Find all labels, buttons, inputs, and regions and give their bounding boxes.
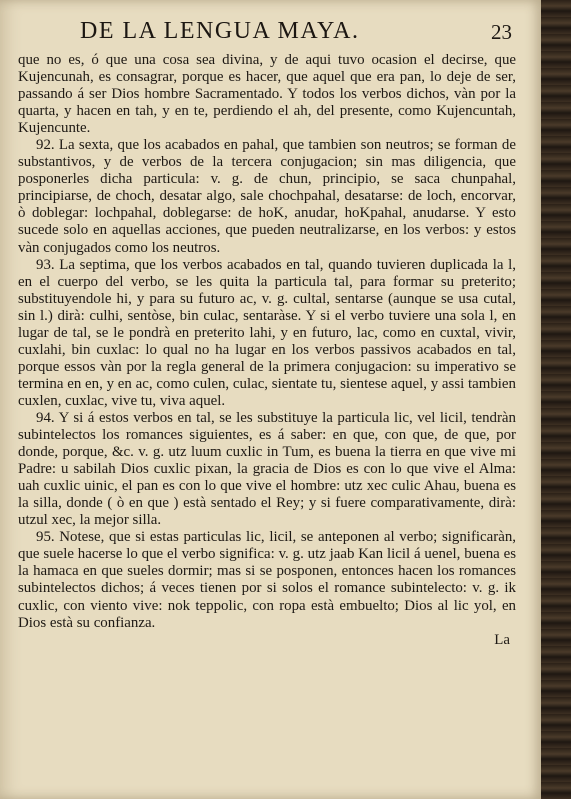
page-header — [18, 18, 528, 48]
catchword: La — [494, 631, 510, 648]
paragraph: 94. Y si á estos verbos en tal, se les substituye la particula lic, vel licil, tendràn subintelectos los romances siguientes, es á saber: en que, con que, de que, por donde, porque, &c. v. g. utz luum cuxlic in Tum, es buena la tierra en que vive mi Padre: u sabilah Dios cuxlic pixan, la gracia de Dios es con lo que vive el Alma: uah cuxlic uinic, el pan es con lo que vive el hombre: utz xec culic Ahau, buena es la silla, donde ( ò en que ) està sentado el Rey; y si fuere comparativamente, dirà: utzul xec, la mejor silla. — [18, 409, 516, 529]
running-head: DE LA LENGUA MAYA. — [80, 18, 360, 44]
body-text — [18, 52, 516, 649]
book-binding-edge — [541, 0, 571, 799]
page-number: 23 — [491, 20, 512, 44]
paragraph: que no es, ó que una cosa sea divina, y de aqui tuvo ocasion el decirse, que Kujencunah, es consagrar, porque es hacer, que aquel que era pan, lo deje de ser, passando á ser Dios hombre Sacramentado. Y todos los verbos dichos, vàn por la quarta, y hacen en tah, y en te, perdiendo el ah, del presente, como Kujencuntah, Kujencunte. — [18, 52, 516, 137]
paragraph: 95. Notese, que si estas particulas lic, licil, se anteponen al verbo; significaràn, que suele hacerse lo que el verbo significa: v. g. utz jaab Kan licil á uenel, buena es la hamaca en que sueles dormir; mas si se posponen, entonces hacen los romances subintelectos dichos; á veces tienen por si solos el romance subintelecto: v. g. ik cuxlic, con viento vive: nok teppolic, con ropa està embuelto; Dios al lic yol, en Dios està su confianza. — [18, 529, 516, 631]
paragraph: 93. La septima, que los verbos acabados en tal, quando tuvieren duplicada la l, en el cuerpo del verbo, se les quita la particula tal, para formar su preterito; substituyendole hi, y para su futuro ac, v. g. cultal, sentarse (aunque se usa cutal, sin l.) dirà: culhi, sentòse, bin culac, sentaràse. Y si el verbo tuviere una sola l, en lugar de tal, se le pondrà en preterito lahi, y en futuro, lac, como en cuxtal, vivir, cuxlahi, bin cuxlac: lo qual no ha lugar en los verbos passivos acabados en tal, porque essos vàn por la regla general de la primera conjugacion: su imperativo se termina en en, y en ac, como culen, culac, sientate tu, sientese aquel, y assi tambien cuxlen, cuxlac, vive tu, viva aquel. — [18, 256, 516, 409]
paragraph: 92. La sexta, que los acabados en pahal, que tambien son neutros; se forman de substantivos, y de verbos de la tercera conjugacion; sin mas diligencia, que posponerles dicha particula: v. g. de chun, principio, se saca chunpahal, principiarse, de choch, desatar algo, sale chochpahal, desatarse: de loch, encorvar, ò doblegar: lochpahal, doblegarse: de hoK, anudar, hoKpahal, anudarse. Y esto sucede solo en aquellas acciones, que pueden neutralizarse, en los verbos: y estos vàn conjugados como los neutros. — [18, 137, 516, 256]
